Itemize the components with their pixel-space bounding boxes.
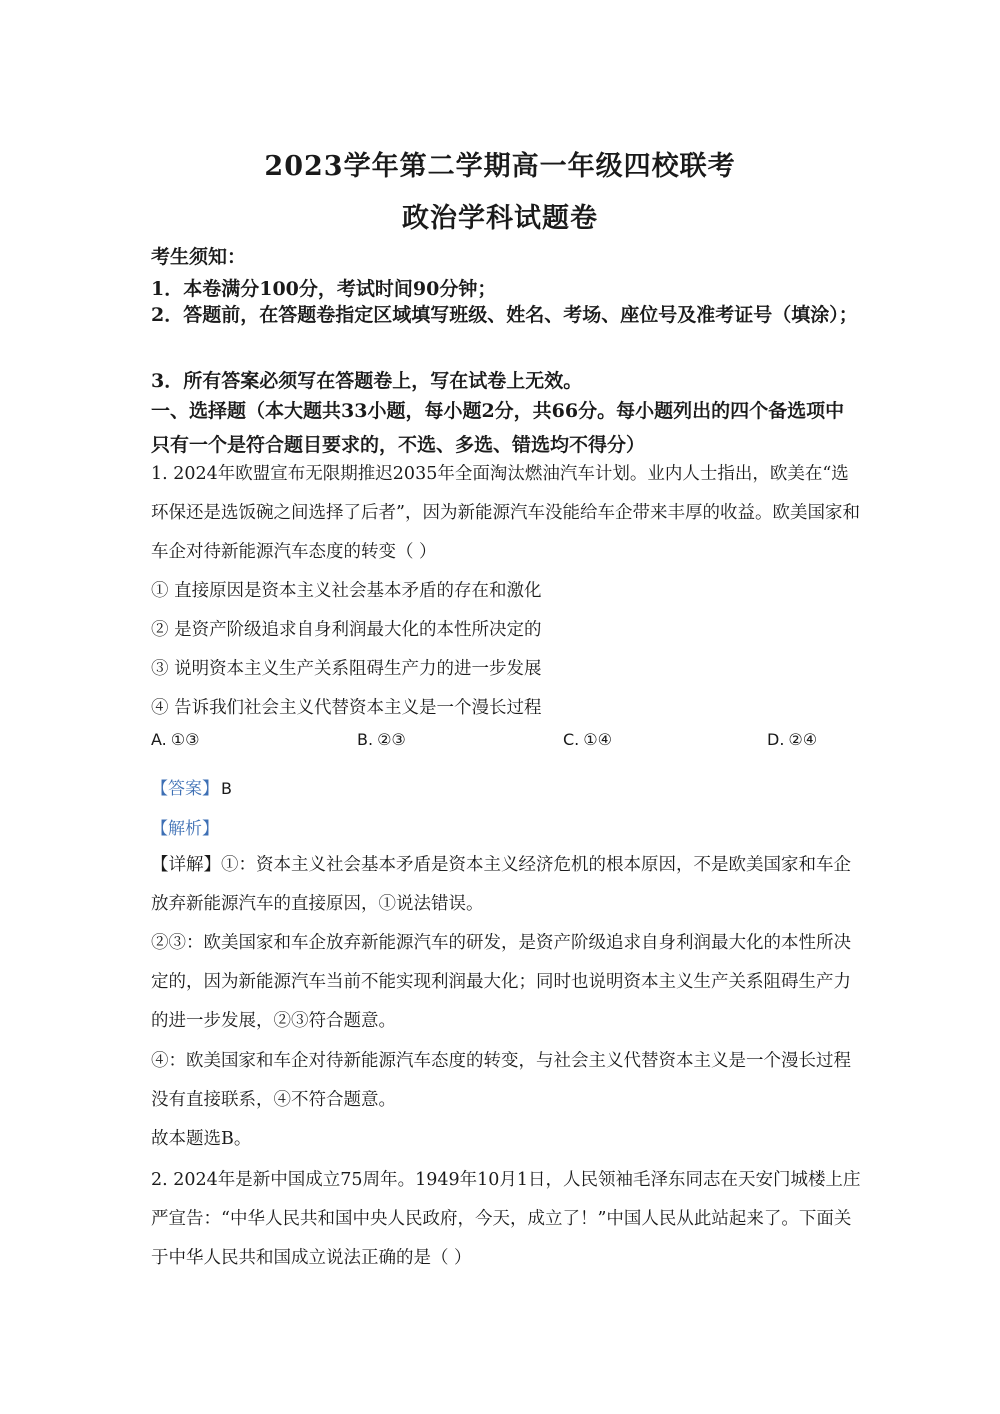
answer-line — [151, 774, 232, 799]
detail-paragraph-1: 【详解】①：资本主义社会基本矛盾是资本主义经济危机的根本原因，不是欧美国家和车企放弃新能源汽车的直接原因，①说法错误。 — [151, 855, 851, 914]
choice-d — [767, 730, 817, 749]
choice-b-label: B. — [357, 730, 374, 749]
choice-c-value: ①④ — [583, 730, 612, 749]
question-1-statement-2: ② 是资产阶级追求自身利润最大化的本性所决定的 — [151, 620, 542, 640]
choice-a-label: A. — [151, 730, 167, 749]
question-1-statement-1: ① 直接原因是资本主义社会基本矛盾的存在和激化 — [151, 581, 542, 601]
choice-b-value: ②③ — [377, 730, 406, 749]
question-1-stem: 1. 2024年欧盟宣布无限期推迟2035年全面淘汰燃油汽车计划。业内人士指出，欧美在“选环保还是选饭碗之间选择了后者”，因为新能源汽车没能给车企带来丰厚的收益。欧美国家和车企对待新能源汽车态度的转变（ ） — [151, 464, 860, 562]
conclusion: 故本题选B。 — [151, 1129, 252, 1149]
question-2-stem: 2. 2024年是新中国成立75周年。1949年10月1日，人民领袖毛泽东同志在天安门城楼上庄严宣告：“中华人民共和国中央人民政府，今天，成立了！”中国人民从此站起来了。下面关于中华人民共和国成立说法正确的是（ ） — [151, 1170, 861, 1268]
question-1-statement-3: ③ 说明资本主义生产关系阻碍生产力的进一步发展 — [151, 659, 542, 679]
notice-heading: 考生须知： — [151, 246, 247, 268]
notice-item-1: 1．本卷满分100分，考试时间90分钟； — [151, 278, 497, 300]
answer-value: B — [221, 779, 232, 798]
question-1-statement-4: ④ 告诉我们社会主义代替资本主义是一个漫长过程 — [151, 698, 542, 718]
exam-subtitle: 政治学科试题卷 — [402, 203, 598, 234]
exam-title: 2023学年第二学期高一年级四校联考 — [264, 151, 736, 182]
choice-d-label: D. — [767, 730, 785, 749]
notice-item-2: 2．答题前，在答题卷指定区域填写班级、姓名、考场、座位号及准考证号（填涂）； — [151, 304, 858, 326]
section-title: 一、选择题（本大题共33小题，每小题2分，共66分。每小题列出的四个备选项中只有一个是符合题目要求的，不选、多选、错选均不得分） — [151, 400, 845, 456]
detail-paragraph-3: ④：欧美国家和车企对待新能源汽车态度的转变，与社会主义代替资本主义是一个漫长过程没有直接联系，④不符合题意。 — [151, 1051, 851, 1110]
analysis-tag: 【解析】 — [151, 819, 219, 839]
choice-a — [151, 730, 199, 749]
choice-d-value: ②④ — [788, 730, 818, 749]
choice-a-value: ①③ — [170, 730, 200, 749]
detail-paragraph-2: ②③：欧美国家和车企放弃新能源汽车的研发，是资产阶级追求自身利润最大化的本性所决定的，因为新能源汽车当前不能实现利润最大化；同时也说明资本主义生产关系阻碍生产力的进一步发展，②③符合题意。 — [151, 933, 851, 1031]
choice-c-label: C. — [563, 730, 580, 749]
answer-tag: 【答案】 — [151, 779, 219, 799]
choice-c — [563, 730, 612, 749]
notice-item-3: 3．所有答案必须写在答题卷上，写在试卷上无效。 — [151, 370, 583, 392]
choice-b — [357, 730, 406, 749]
analysis-line — [151, 814, 219, 839]
